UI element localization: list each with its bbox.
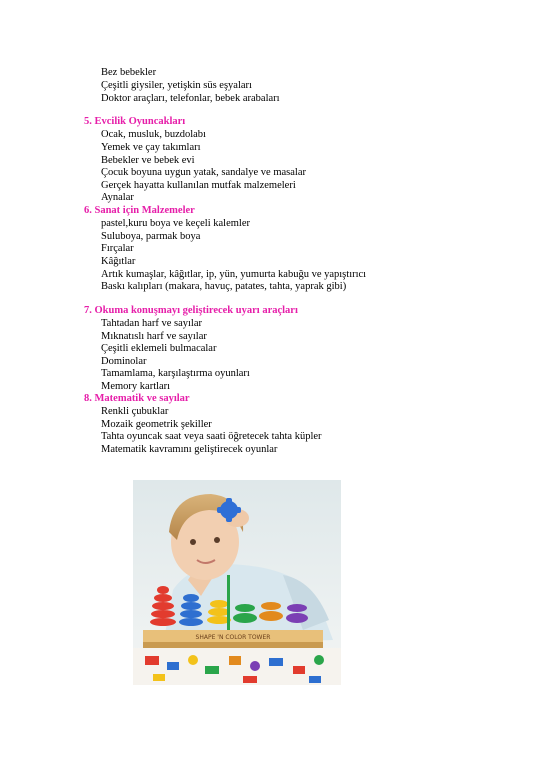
list-item: Doktor araçları, telefonlar, bebek arabaları <box>101 93 280 104</box>
list-item: Tahta oyuncak saat veya saati öğretecek tahta küpler <box>101 431 322 442</box>
list-item: Baskı kalıpları (makara, havuç, patates, tahta, yaprak gibi) <box>101 281 347 292</box>
list-item: Tamamlama, karşılaştırma oyunları <box>101 368 250 379</box>
list-item: Artık kumaşlar, kâğıtlar, ip, yün, yumurta kabuğu ve yapıştırıcı <box>101 269 367 280</box>
list-item: Kâğıtlar <box>101 256 136 267</box>
list-item: Dominolar <box>101 356 147 367</box>
list-item: Aynalar <box>101 192 134 203</box>
list-item: Çeşitli giysiler, yetişkin süs eşyaları <box>101 80 252 91</box>
list-item: Fırçalar <box>101 243 134 254</box>
list-item: Ocak, musluk, buzdolabı <box>101 129 206 140</box>
list-item: Suluboya, parmak boya <box>101 231 201 242</box>
child-playing-photo <box>133 480 341 685</box>
list-item: Tahtadan harf ve sayılar <box>101 318 203 329</box>
list-item: pastel,kuru boya ve keçeli kalemler <box>101 218 250 229</box>
section-heading-8: 8. Matematik ve sayılar <box>84 393 190 404</box>
list-item: Bebekler ve bebek evi <box>101 155 195 166</box>
list-item: Mıknatıslı harf ve sayılar <box>101 331 207 342</box>
list-item: Çocuk boyuna uygun yatak, sandalye ve masalar <box>101 167 306 178</box>
list-item: Yemek ve çay takımları <box>101 142 201 153</box>
list-item: Bez bebekler <box>101 67 157 78</box>
section-heading-7: 7. Okuma konuşmayı geliştirecek uyarı araçları <box>84 305 298 316</box>
section-heading-5: 5. Evcilik Oyuncakları <box>84 116 186 127</box>
list-item: Renkli çubuklar <box>101 406 169 417</box>
list-item: Gerçek hayatta kullanılan mutfak malzemeleri <box>101 180 296 191</box>
list-item: Matematik kavramını geliştirecek oyunlar <box>101 444 278 455</box>
section-heading-6: 6. Sanat için Malzemeler <box>84 205 195 216</box>
list-item: Memory kartları <box>101 381 171 392</box>
list-item: Mozaik geometrik şekiller <box>101 419 212 430</box>
board-label: SHAPE 'N COLOR TOWER <box>195 634 271 641</box>
list-item: Çeşitli eklemeli bulmacalar <box>101 343 217 354</box>
